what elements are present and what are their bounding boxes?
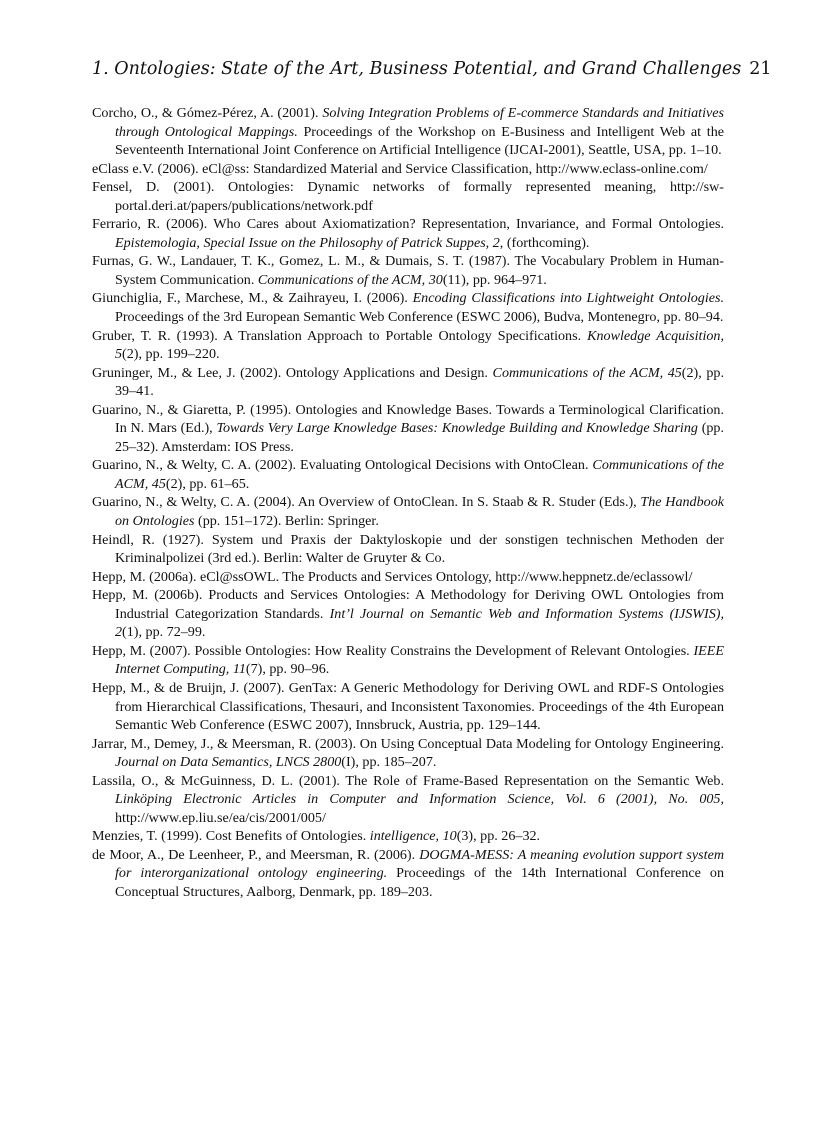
reference-text: Jarrar, M., Demey, J., & Meersman, R. (2003). On Using Conceptual Data Modeling for Ontology Engineering. [92, 735, 724, 752]
reference-text: (I), pp. 185–207. [341, 754, 437, 771]
page-number: 21 [749, 59, 772, 79]
reference-title: Communications of the ACM, 30 [257, 271, 443, 288]
reference-entry [92, 104, 724, 160]
reference-text: Furnas, G. W., Landauer, T. K., Gomez, L. M., & Dumais, S. T. (1987). The Vocabulary Problem in Human-System Communication. [92, 253, 724, 288]
reference-entry [92, 215, 724, 252]
reference-title: The Handbook on Ontologies [115, 494, 724, 530]
reference-text: Giunchiglia, F., Marchese, M., & Zaihrayeu, I. (2006). [92, 290, 413, 307]
running-header [92, 59, 772, 85]
reference-entry [92, 289, 724, 326]
reference-entry [92, 679, 724, 735]
reference-text: Fensel, D. (2001). Ontologies: Dynamic networks of formally represented meaning, http://sw-portal.deri.at/papers/publications/network.pdf [92, 179, 724, 214]
reference-entry [92, 493, 724, 530]
reference-title: DOGMA-MESS: A meaning evolution support system for interorganizational ontology engineering. [115, 846, 724, 882]
reference-entry [92, 735, 724, 772]
reference-text: , (forthcoming). [499, 234, 590, 251]
reference-text: Proceedings of the Workshop on E-Business and Intelligent Web at the Seventeenth International Joint Conference on Artificial Intelligence (IJCAI-2001), Seattle, USA, pp. 1–10. [115, 123, 724, 159]
reference-entry [92, 586, 724, 642]
reference-title: Communications of the ACM, 45 [115, 457, 724, 492]
reference-title: intelligence, 10 [369, 828, 457, 845]
reference-text: de Moor, A., De Leenheer, P., and Meersman, R. (2006). [92, 846, 420, 863]
reference-text: Gruber, T. R. (1993). A Translation Approach to Portable Ontology Specifications. [92, 327, 588, 344]
reference-entry [92, 401, 724, 457]
chapter-title: 1. Ontologies: State of the Art, Business Potential, and Grand Challenges [92, 59, 742, 79]
reference-entry [92, 160, 724, 179]
reference-text: (11), pp. 964–971. [442, 271, 547, 288]
reference-text: (3), pp. 26–32. [456, 828, 541, 845]
reference-title: IEEE Internet Computing, 11 [115, 642, 724, 678]
reference-text: Guarino, N., & Welty, C. A. (2004). An Overview of OntoClean. In S. Staab & R. Studer (Eds.), [92, 494, 641, 511]
reference-text: eClass e.V. (2006). eCl@ss: Standardized Material and Service Classification, http://www.eclass-online.com/ [92, 160, 708, 177]
reference-entry [92, 772, 724, 828]
reference-text: http://www.ep.liu.se/ea/cis/2001/005/ [115, 809, 326, 826]
reference-text: Corcho, O., & Gómez-Pérez, A. (2001). [92, 105, 323, 121]
reference-list [92, 104, 724, 902]
reference-entry [92, 531, 724, 568]
reference-text: Hepp, M. (2006a). eCl@ssOWL. The Products and Services Ontology, http://www.heppnetz.de/eclassowl/ [92, 568, 693, 585]
reference-text: Guarino, N., & Giaretta, P. (1995). Ontologies and Knowledge Bases. Towards a Terminological Clarification. In N. Mars (Ed.), [92, 401, 724, 437]
reference-title: Int’l Journal on Semantic Web and Information Systems (IJSWIS), 2 [115, 605, 724, 641]
reference-entry [92, 456, 724, 493]
reference-title: Journal on Data Semantics, LNCS 2800 [115, 754, 342, 771]
reference-text: Heindl, R. (1927). System und Praxis der Daktyloskopie und der sonstigen technischen Methoden der Kriminalpolizei (3rd ed.). Berlin: Walter de Gruyter & Co. [92, 531, 724, 567]
reference-text: Hepp, M. (2007). Possible Ontologies: How Reality Constrains the Development of Relevant Ontologies. [92, 642, 694, 659]
reference-text: (1), pp. 72–99. [122, 624, 206, 641]
reference-text: Gruninger, M., & Lee, J. (2002). Ontology Applications and Design. [92, 364, 493, 381]
reference-title: Solving Integration Problems of E-commerce Standards and Initiatives through Ontological Mappings. [115, 105, 725, 140]
reference-entry [92, 364, 724, 401]
reference-text: (7), pp. 90–96. [245, 661, 330, 678]
reference-entry [92, 568, 724, 587]
reference-text: Lassila, O., & McGuinness, D. L. (2001). The Role of Frame-Based Representation on the Semantic Web. [92, 772, 724, 789]
reference-title: Knowledge Acquisition, 5 [115, 327, 724, 363]
reference-entry [92, 642, 724, 679]
reference-text: Hepp, M., & de Bruijn, J. (2007). GenTax: A Generic Methodology for Deriving OWL and RDF-S Ontologies from Hierarchical Classifications, Thesauri, and Inconsistent Taxonomies. Proceedings of the 4th European Semantic Web Conference (ESWC 2007), Innsbruck, Austria, pp. 129–144. [92, 679, 724, 734]
reference-text: Ferrario, R. (2006). Who Cares about Axiomatization? Representation, Invariance, and Formal Ontologies. [92, 216, 724, 233]
reference-text: (2), pp. 39–41. [115, 364, 724, 400]
reference-text: Guarino, N., & Welty, C. A. (2002). Evaluating Ontological Decisions with OntoClean. [92, 457, 593, 474]
reference-entry [92, 827, 724, 846]
reference-text: (pp. 151–172). Berlin: Springer. [194, 513, 379, 530]
reference-title: Linköping Electronic Articles in Computer and Information Science, Vol. 6 (2001), No. 005, [115, 791, 724, 808]
reference-entry [92, 252, 724, 289]
reference-title: Communications of the ACM, 45 [492, 364, 682, 381]
reference-text: Proceedings of the 3rd European Semantic Web Conference (ESWC 2006), Budva, Montenegro, pp. 80–94. [115, 309, 724, 326]
reference-text: Proceedings of the 14th International Conference on Conceptual Structures, Aalborg, Denmark, pp. 189–203. [115, 865, 724, 900]
reference-text: Hepp, M. (2006b). Products and Services Ontologies: A Methodology for Deriving OWL Ontologies from Industrial Categorization Standards. [92, 587, 724, 622]
reference-text: Menzies, T. (1999). Cost Benefits of Ontologies. [92, 828, 370, 845]
reference-entry [92, 327, 724, 364]
reference-text: (2), pp. 61–65. [165, 475, 250, 492]
reference-text: (pp. 25–32). Amsterdam: IOS Press. [115, 420, 725, 455]
reference-title: Encoding Classifications into Lightweight Ontologies. [412, 290, 725, 307]
reference-title: Epistemologia, Special Issue on the Philosophy of Patrick Suppes, 2 [115, 234, 500, 251]
reference-text: (2), pp. 199–220. [122, 346, 220, 363]
reference-title: Towards Very Large Knowledge Bases: Knowledge Building and Knowledge Sharing [216, 420, 698, 437]
reference-entry [92, 178, 724, 215]
reference-entry [92, 846, 724, 902]
